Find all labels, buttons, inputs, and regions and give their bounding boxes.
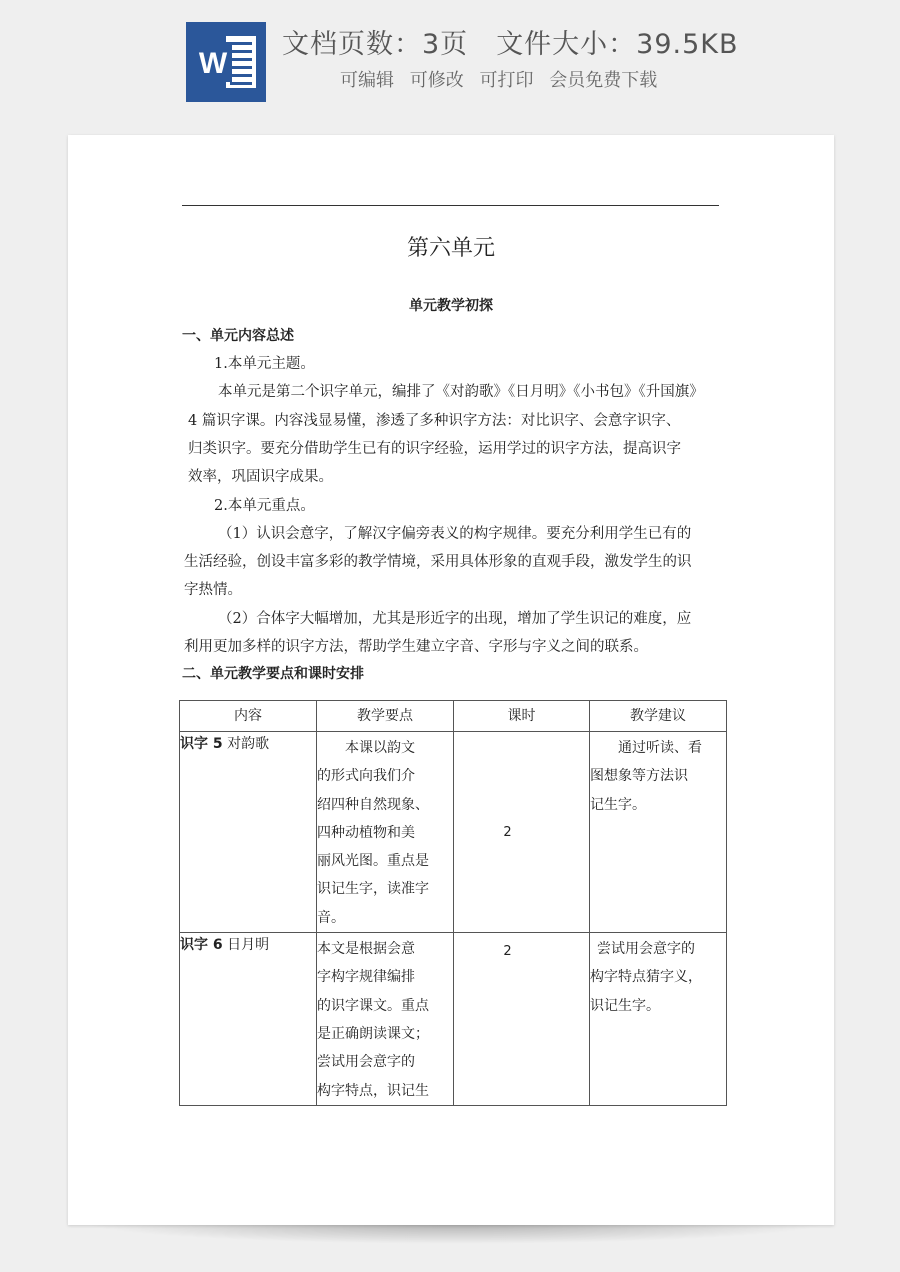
logo-letter: W xyxy=(198,47,228,80)
header-key-points: 教学要点 xyxy=(317,701,454,732)
key-point-line: 是正确朗读课文； xyxy=(317,1025,429,1042)
section1-heading: 一、单元内容总述 xyxy=(182,328,294,344)
suggestion-line: 构字特点猜字义， xyxy=(590,969,702,986)
key-point-line: 本文是根据会意 xyxy=(317,941,415,958)
suggestion-line: 记生字。 xyxy=(590,796,646,813)
header-content: 内容 xyxy=(180,701,317,732)
feature-member-download: 会员免费下载 xyxy=(549,70,658,91)
key-point-line: 音。 xyxy=(317,909,345,926)
suggestions-cell xyxy=(590,732,727,933)
suggestion-line: 尝试用会意字的 xyxy=(597,941,695,958)
key-point-line: 构字特点，识记生 xyxy=(317,1082,429,1099)
theme-heading: 1.本单元主题。 xyxy=(214,356,315,372)
suggestion-line: 识记生字。 xyxy=(590,997,660,1014)
document-subtitle: 单元教学初探 xyxy=(409,298,493,314)
key-point-line: 字构字规律编排 xyxy=(317,969,415,986)
lesson-title: 日月明 xyxy=(227,937,270,954)
key-point-line: 识记生字，读准字 xyxy=(317,881,429,898)
table-header-row xyxy=(180,701,727,732)
feature-list xyxy=(340,66,667,92)
lesson-plan-table xyxy=(179,700,727,1106)
suggestion-line: 通过听读、看 xyxy=(618,740,702,756)
focus1-line: 字热情。 xyxy=(184,582,242,598)
suggestions-cell xyxy=(590,933,727,1106)
header-hours: 课时 xyxy=(454,701,590,732)
header-suggestions: 教学建议 xyxy=(590,701,727,732)
document-title: 第六单元 xyxy=(406,236,495,261)
focus2-line: （2）合体字大幅增加，尤其是形近字的出现，增加了学生识记的难度，应 xyxy=(218,611,692,627)
lesson-cell xyxy=(180,732,317,933)
feature-modifiable: 可修改 xyxy=(409,70,464,91)
lesson-title: 对韵歌 xyxy=(227,736,270,752)
lesson-number: 识字 6 xyxy=(180,937,223,954)
focus2-line: 利用更加多样的识字方法，帮助学生建立字音、字形与字义之间的联系。 xyxy=(184,639,648,655)
table-row xyxy=(180,732,727,933)
feature-printable: 可打印 xyxy=(479,70,534,91)
theme-line: 效率，巩固识字成果。 xyxy=(188,469,333,485)
key-points-cell xyxy=(317,933,454,1106)
page-count-label: 文档页数：3页 xyxy=(282,29,469,60)
key-points-cell xyxy=(317,732,454,933)
key-point-line: 四种动植物和美 xyxy=(317,824,415,841)
theme-line: 本单元是第二个识字单元，编排了《对韵歌》《日月明》《小书包》《升国旗》 xyxy=(218,384,704,400)
lesson-cell xyxy=(180,933,317,1106)
section2-heading: 二、单元教学要点和课时安排 xyxy=(182,666,364,682)
key-point-line: 本课以韵文 xyxy=(345,740,415,756)
file-size-label: 文件大小：39.5KB xyxy=(496,29,739,60)
hours-cell: 2 xyxy=(454,732,590,933)
suggestion-line: 图想象等方法识 xyxy=(590,768,688,785)
document-page xyxy=(68,135,834,1225)
hours-cell: 2 xyxy=(454,933,590,1106)
key-point-line: 的识字课文。重点 xyxy=(317,997,429,1014)
focus-heading: 2.本单元重点。 xyxy=(214,498,315,514)
theme-line: 4 篇识字课。内容浅显易懂，渗透了多种识字方法：对比识字、会意字识字、 xyxy=(188,413,681,429)
key-point-line: 绍四种自然现象、 xyxy=(317,796,429,813)
theme-line: 归类识字。要充分借助学生已有的识字经验，运用学过的识字方法，提高识字 xyxy=(188,441,681,457)
focus1-line: 生活经验，创设丰富多彩的教学情境，采用具体形象的直观手段，激发学生的识 xyxy=(184,554,692,570)
key-point-line: 的形式向我们介 xyxy=(317,768,415,785)
download-banner xyxy=(0,0,900,120)
key-point-line: 尝试用会意字的 xyxy=(317,1054,415,1071)
lesson-number: 识字 5 xyxy=(180,736,223,752)
word-document-icon xyxy=(186,22,266,102)
header-rule xyxy=(182,205,719,206)
feature-editable: 可编辑 xyxy=(340,70,394,91)
focus1-line: （1）认识会意字，了解汉字偏旁表义的构字规律。要充分利用学生已有的 xyxy=(218,526,692,542)
banner-title xyxy=(282,22,739,61)
table-row xyxy=(180,933,727,1106)
key-point-line: 丽风光图。重点是 xyxy=(317,853,429,870)
